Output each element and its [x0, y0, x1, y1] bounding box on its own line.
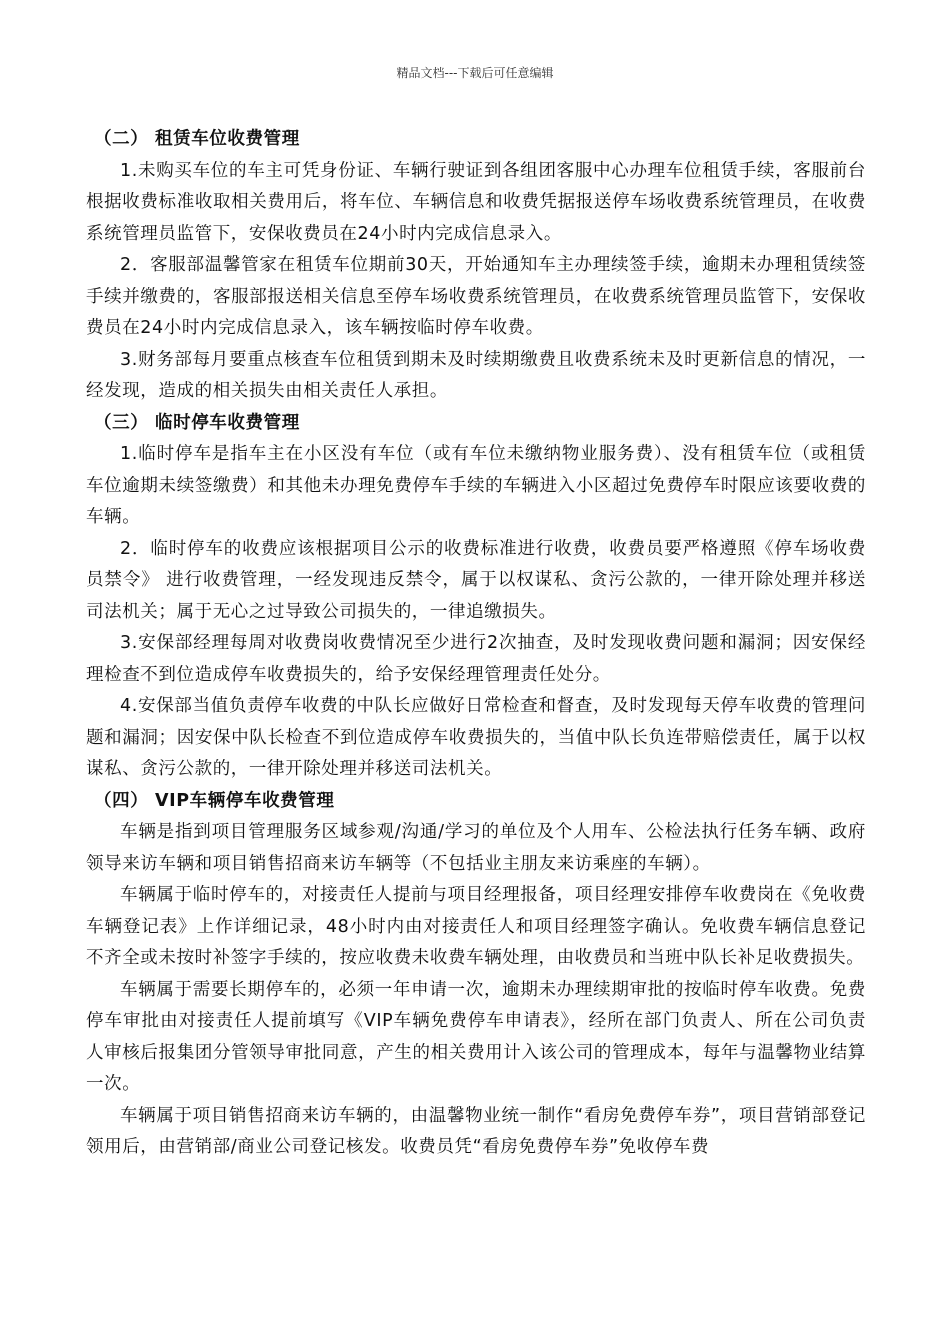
paragraph: 车辆是指到项目管理服务区域参观/沟通/学习的单位及个人用车、公检法执行任务车辆、政府领导来访车辆和项目销售招商来访车辆等（不包括业主朋友来访乘座的车辆）。 — [86, 822, 866, 874]
paragraph: 车辆属于需要长期停车的，必须一年申请一次，逾期未办理续期审批的按临时停车收费。免费停车审批由对接责任人提前填写《VIP车辆免费停车申请表》，经所在部门负责人、所在公司负责人审核后报集团分管领导审批同意，产生的相关费用计入该公司的管理成本，每年与温馨物业结算一次。 — [86, 979, 866, 1094]
paragraph: 3.安保部经理每周对收费岗收费情况至少进行2次抽查，及时发现收费问题和漏洞；因安保经理检查不到位造成停车收费损失的，给予安保经理管理责任处分。 — [86, 633, 866, 685]
paragraph: 2．临时停车的收费应该根据项目公示的收费标准进行收费，收费员要严格遵照《停车场收费员禁令》 进行收费管理，一经发现违反禁令，属于以权谋私、贪污公款的，一律开除处理并移送司法机关；属于无心之过导致公司损失的，一律追缴损失。 — [86, 538, 866, 622]
page-header: 精品文档---下载后可任意编辑 — [396, 66, 554, 80]
section-heading-4: （四） VIP车辆停车收费管理 — [94, 790, 335, 811]
paragraph: 1.临时停车是指车主在小区没有车位（或有车位未缴纳物业服务费）、没有租赁车位（或租赁车位逾期未续签缴费）和其他未办理免费停车手续的车辆进入小区超过免费停车时限应该要收费的车辆。 — [86, 444, 866, 527]
paragraph: 1.未购买车位的车主可凭身份证、车辆行驶证到各组团客服中心办理车位租赁手续，客服前台根据收费标准收取相关费用后，将车位、车辆信息和收费凭据报送停车场收费系统管理员，在收费系统管理员监管下，安保收费员在24小时内完成信息录入。 — [86, 160, 866, 244]
paragraph: 4.安保部当值负责停车收费的中队长应做好日常检查和督查，及时发现每天停车收费的管理问题和漏洞；因安保中队长检查不到位造成停车收费损失的，当值中队长负连带赔偿责任，属于以权谋私、贪污公款的，一律开除处理并移送司法机关。 — [86, 696, 866, 779]
paragraph: 车辆属于项目销售招商来访车辆的，由温馨物业统一制作“看房免费停车券”，项目营销部登记领用后，由营销部/商业公司登记核发。收费员凭“看房免费停车券”免收停车费 — [86, 1105, 866, 1157]
paragraph: 车辆属于临时停车的，对接责任人提前与项目经理报备，项目经理安排停车收费岗在《免收费车辆登记表》上作详细记录，48小时内由对接责任人和项目经理签字确认。免收费车辆信息登记不齐全或未按时补签字手续的，按应收费未收费车辆处理，由收费员和当班中队长补足收费损失。 — [86, 885, 866, 968]
section-heading-3: （三） 临时停车收费管理 — [94, 412, 300, 433]
paragraph: 2．客服部温馨管家在租赁车位期前30天，开始通知车主办理续签手续，逾期未办理租赁续签手续并缴费的，客服部报送相关信息至停车场收费系统管理员，在收费系统管理员监管下，安保收费员在24小时内完成信息录入，该车辆按临时停车收费。 — [86, 255, 866, 338]
document-body — [86, 124, 866, 1164]
paragraph: 3.财务部每月要重点核查车位租赁到期未及时续期缴费且收费系统未及时更新信息的情况，一经发现，造成的相关损失由相关责任人承担。 — [86, 349, 866, 401]
section-heading-2: （二） 租赁车位收费管理 — [94, 129, 300, 149]
